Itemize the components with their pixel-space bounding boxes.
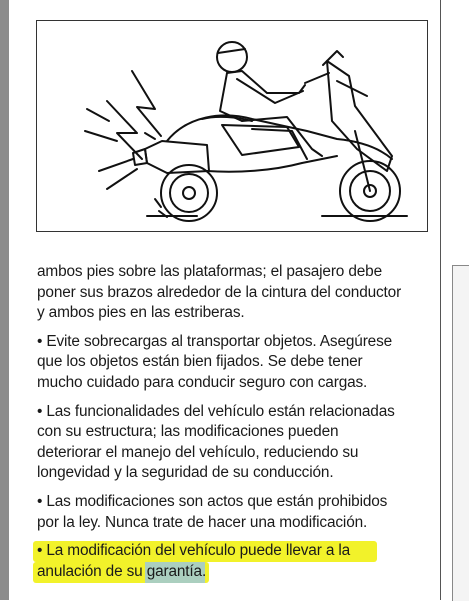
illustration-frame — [36, 20, 428, 232]
bullet-modifications-prohibited: • Las modificaciones son actos que están prohibidos por la ley. Nunca trate de hacer una modificación. — [37, 492, 388, 531]
paragraph-passenger: ambos pies sobre las plataformas; el pasajero debe poner sus brazos alrededor de la cintura del conductor y ambos pies en las estriberas. — [37, 263, 402, 322]
body-text — [37, 262, 405, 582]
bullet-overload: • Evite sobrecargas al transportar objetos. Asegúrese que los objetos están bien fijados. Se debe tener mucho cuidado para conducir seguro con cargas. — [37, 332, 393, 391]
bullet-warranty: • La modificación del vehículo puede llevar a la anulación de su garantía. — [37, 542, 351, 580]
adjacent-page-box — [452, 265, 469, 601]
bullet-functionality: • Las funcionalidades del vehículo están relacionadas con su estructura; las modificaciones pueden deteriorar el manejo del vehículo, reduciendo su longevidad y la seguridad de su conducción. — [37, 402, 395, 482]
page-left-edge — [0, 0, 9, 600]
motorcycle-illustration-icon — [37, 21, 429, 233]
bullet-warranty-wrap — [37, 541, 405, 582]
page-border — [440, 0, 441, 600]
